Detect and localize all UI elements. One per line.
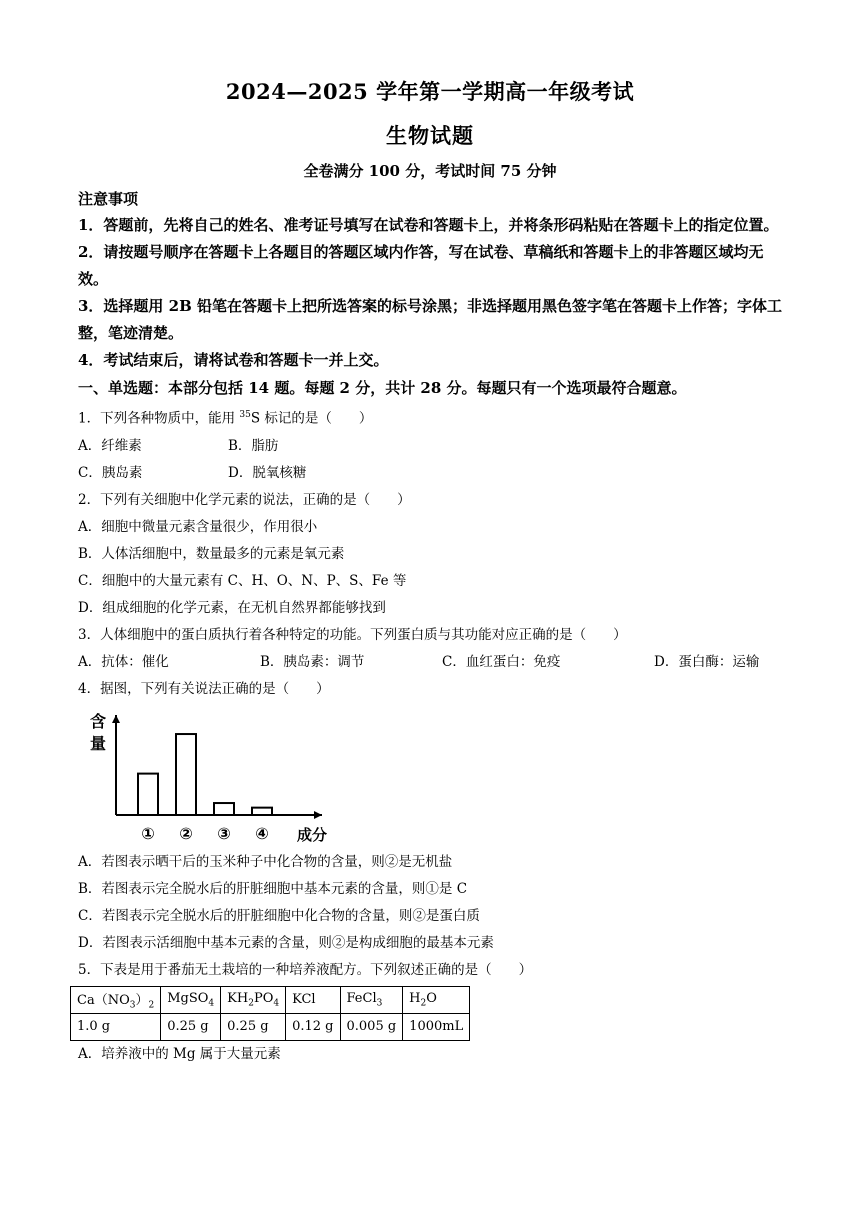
x-axis-label: 成分 (296, 825, 328, 844)
formula-part: H (409, 990, 421, 1006)
bar (214, 803, 234, 815)
option-c[interactable]: C．胰岛素 (78, 464, 143, 481)
option-b[interactable]: B．胰岛素：调节 (260, 653, 365, 670)
question-1-options-row (78, 460, 790, 487)
question-4-stem: 4．据图，下列有关说法正确的是（ ） (78, 680, 330, 697)
table-cell: 1000mL (403, 1013, 470, 1040)
x-axis-arrow (314, 811, 322, 819)
option-c[interactable]: C．若图表示完全脱水后的肝脏细胞中化合物的含量，则②是蛋白质 (78, 907, 480, 924)
option-d[interactable]: D．若图表示活细胞中基本元素的含量，则②是构成细胞的最基本元素 (78, 934, 494, 951)
question-1-stem (78, 402, 790, 433)
question-1-options-row (78, 433, 790, 460)
y-axis-arrow (112, 715, 120, 723)
option-b[interactable]: B．若图表示完全脱水后的肝脏细胞中基本元素的含量，则①是 C (78, 880, 468, 897)
question-3-stem: 3．人体细胞中的蛋白质执行着各种特定的功能。下列蛋白质与其功能对应正确的是（ ） (78, 626, 627, 643)
y-axis-label: 含 (89, 711, 107, 731)
x-tick-label: ④ (255, 823, 269, 843)
nutrient-table (70, 986, 470, 1041)
bar (176, 734, 196, 815)
exam-title: 2024—2025 学年第一学期高一年级考试 (225, 79, 635, 104)
formula-subscript: 2 (248, 998, 254, 1009)
formula-part: MgSO (167, 990, 209, 1006)
table-header-cell (286, 986, 340, 1013)
table-row (71, 1013, 470, 1040)
formula-subscript: 3 (129, 1000, 136, 1011)
formula-part: Ca（NO (77, 992, 130, 1008)
question-3-options-row (78, 649, 790, 676)
isotope-mass: 35 (239, 410, 251, 420)
option-a[interactable]: A．抗体：催化 (78, 653, 169, 670)
table-header-cell (161, 986, 221, 1013)
table-header-cell (340, 986, 403, 1013)
formula-subscript: 2 (148, 1000, 155, 1011)
option-c[interactable]: C．细胞中的大量元素有 C、H、O、N、P、S、Fe 等 (78, 572, 407, 589)
notice-item: 1．答题前，先将自己的姓名、准考证号填写在试卷和答题卡上，并将条形码粘贴在答题卡上的指定位置。 (78, 216, 779, 234)
formula-subscript: 4 (208, 998, 215, 1009)
formula-subscript: 2 (420, 998, 427, 1009)
table-cell: 0.12 g (286, 1013, 340, 1040)
x-tick-label: ① (141, 823, 155, 843)
formula-part: O (426, 990, 437, 1006)
q1-stem-after: S 标记的是（ ） (250, 410, 373, 427)
table-header-cell (71, 986, 161, 1013)
exam-info: 全卷满分 100 分，考试时间 75 分钟 (303, 162, 557, 180)
formula-part: FeCl (346, 990, 377, 1006)
option-d[interactable]: D．脱氧核糖 (228, 464, 307, 481)
q1-stem-before: 1．下列各种物质中，能用 (78, 410, 240, 427)
option-b[interactable]: B．人体活细胞中，数量最多的元素是氧元素 (78, 545, 345, 562)
table-cell: 1.0 g (71, 1013, 161, 1040)
option-a[interactable]: A．若图表示晒干后的玉米种子中化合物的含量，则②是无机盐 (78, 853, 453, 870)
table-header-cell (221, 986, 286, 1013)
option-a[interactable]: A．细胞中微量元素含量很少，作用很小 (78, 518, 318, 535)
table-cell: 0.005 g (340, 1013, 403, 1040)
option-a[interactable]: A．培养液中的 Mg 属于大量元素 (78, 1045, 281, 1062)
x-tick-label: ② (179, 823, 193, 843)
formula-part: KH (227, 990, 249, 1006)
question-2-stem: 2．下列有关细胞中化学元素的说法，正确的是（ ） (78, 491, 411, 508)
table-header-row (71, 986, 470, 1013)
option-d[interactable]: D．蛋白酶：运输 (654, 653, 760, 670)
option-d[interactable]: D．组成细胞的化学元素，在无机自然界都能够找到 (78, 599, 386, 616)
notice-heading: 注意事项 (78, 190, 139, 208)
question-5-stem: 5．下表是用于番茄无土栽培的一种培养液配方。下列叙述正确的是（ ） (78, 961, 533, 978)
subject-title: 生物试题 (386, 123, 474, 148)
table-cell: 0.25 g (221, 1013, 286, 1040)
option-a[interactable]: A．纤维素 (78, 437, 142, 454)
notice-item: 4．考试结束后，请将试卷和答题卡一并上交。 (78, 351, 389, 369)
notice-item: 3．选择题用 2B 铅笔在答题卡上把所选答案的标号涂黑；非选择题用黑色签字笔在答题卡上作答；字体工整，笔迹清楚。 (78, 297, 783, 342)
formula-subscript: 3 (376, 998, 383, 1009)
formula-part: KCl (292, 992, 316, 1007)
y-axis-label: 量 (89, 733, 107, 753)
table-header-cell (403, 986, 470, 1013)
x-tick-label: ③ (217, 823, 231, 843)
bar (252, 807, 272, 814)
formula-subscript: 4 (273, 998, 280, 1009)
option-c[interactable]: C．血红蛋白：免疫 (442, 653, 561, 670)
bar (138, 773, 158, 814)
formula-part: PO (253, 990, 274, 1006)
section-heading: 一、单选题：本部分包括 14 题。每题 2 分，共计 28 分。每题只有一个选项最符合题意。 (78, 379, 687, 397)
formula-part: ） (135, 992, 149, 1008)
notice-item: 2．请按题号顺序在答题卡上各题目的答题区域内作答，写在试卷、草稿纸和答题卡上的非答题区域均无效。 (78, 243, 764, 288)
option-b[interactable]: B．脂肪 (228, 437, 279, 454)
exam-content (78, 186, 790, 1068)
bar-chart-figure (78, 707, 790, 849)
bar-chart (78, 707, 358, 849)
table-cell: 0.25 g (161, 1013, 221, 1040)
